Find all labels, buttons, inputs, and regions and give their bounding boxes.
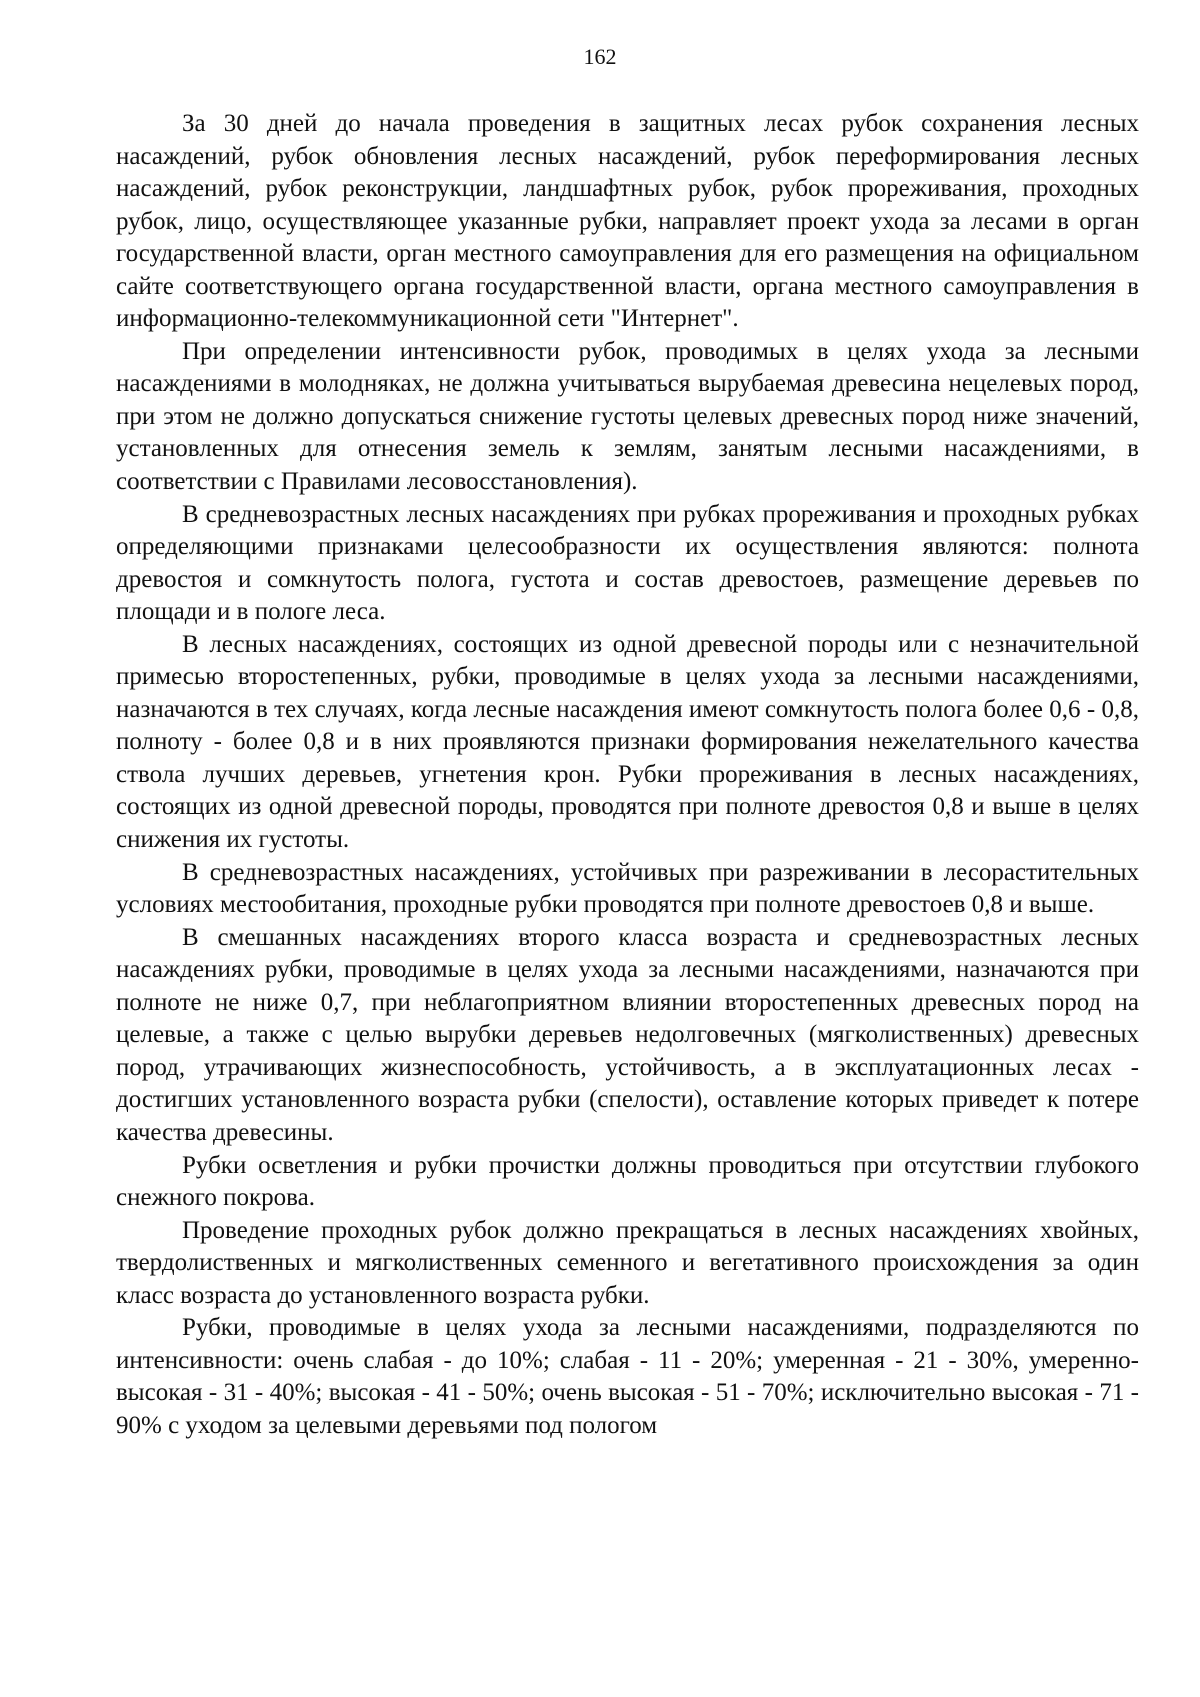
page-number: 162 [583,44,617,69]
paragraph-intensity-determination: При определении интенсивности рубок, проводимых в целях ухода за лесными насаждениями в молодняках, не должна учитываться вырубаемая древесина нецелевых пород, при этом не должно допускаться снижение густоты целевых древесных пород ниже значений, установленных для отнесения земель к землям, занятым лесными насаждениями, в соответствии с Правилами лесовосстановления). [116,337,1139,496]
paragraph-project-submission: За 30 дней до начала проведения в защитных лесах рубок сохранения лесных насаждений, рубок обновления лесных насаждений, рубок переформирования лесных насаждений, рубок реконструкции, ландшафтных рубок, рубок прореживания, проходных рубок, лицо, осуществляющее указанные рубки, направляет проект ухода за лесами в орган государственной власти, орган местного самоуправления для его размещения на официальном сайте соответствующего органа государственной власти, органа местного самоуправления в информационно-телекоммуникационной сети "Интернет". [116,110,1139,333]
paragraph-intensity-classes: Рубки, проводимые в целях ухода за лесными насаждениями, подразделяются по интенсивности: очень слабая - до 10%; слабая - 11 - 20%; умеренная - 21 - 30%, умеренно-высокая - 31 - 40%; высокая - 41 - 50%; очень высокая - 51 - 70%; исключительно высокая - 71 - 90% с уходом за целевыми деревьями под пологом [116,1314,1139,1439]
document-body [116,108,1139,1442]
paragraph-thinning-termination: Проведение проходных рубок должно прекращаться в лесных насаждениях хвойных, твердолиственных и мягколиственных семенного и вегетативного происхождения за один класс возраста до установленного возраста рубки. [116,1216,1139,1309]
paragraph-snow-cover: Рубки осветления и рубки прочистки должны проводиться при отсутствии глубокого снежного покрова. [116,1151,1139,1212]
paragraph-stable-stands: В средневозрастных насаждениях, устойчивых при разреживании в лесорастительных условиях местообитания, проходные рубки проводятся при полноте древостоев 0,8 и выше. [116,858,1139,919]
paragraph-single-species-stands: В лесных насаждениях, состоящих из одной древесной породы или с незначительной примесью второстепенных, рубки, проводимые в целях ухода за лесными насаждениями, назначаются в тех случаях, когда лесные насаждения имеют сомкнутость полога более 0,6 - 0,8, полноту - более 0,8 и в них проявляются признаки формирования нежелательного качества ствола лучших деревьев, угнетения крон. Рубки прореживания в лесных насаждениях, состоящих из одной древесной породы, проводятся при полноте древостоя 0,8 и выше в целях снижения их густоты. [116,630,1139,854]
paragraph-middle-aged-criteria: В средневозрастных лесных насаждениях при рубках прореживания и проходных рубках определяющими признаками целесообразности их осуществления являются: полнота древостоя и сомкнутость полога, густота и состав древостоев, размещение деревьев по площади и в пологе леса. [116,500,1139,626]
paragraph-mixed-stands: В смешанных насаждениях второго класса возраста и средневозрастных лесных насаждениях рубки, проводимые в целях ухода за лесными насаждениями, назначаются при полноте не ниже 0,7, при неблагоприятном влиянии второстепенных древесных пород на целевые, а также с целью вырубки деревьев недолговечных (мягколиственных) древесных пород, утрачивающих жизнеспособность, устойчивость, а в эксплуатационных лесах - достигших установленного возраста рубки (спелости), оставление которых приведет к потере качества древесины. [116,923,1139,1146]
